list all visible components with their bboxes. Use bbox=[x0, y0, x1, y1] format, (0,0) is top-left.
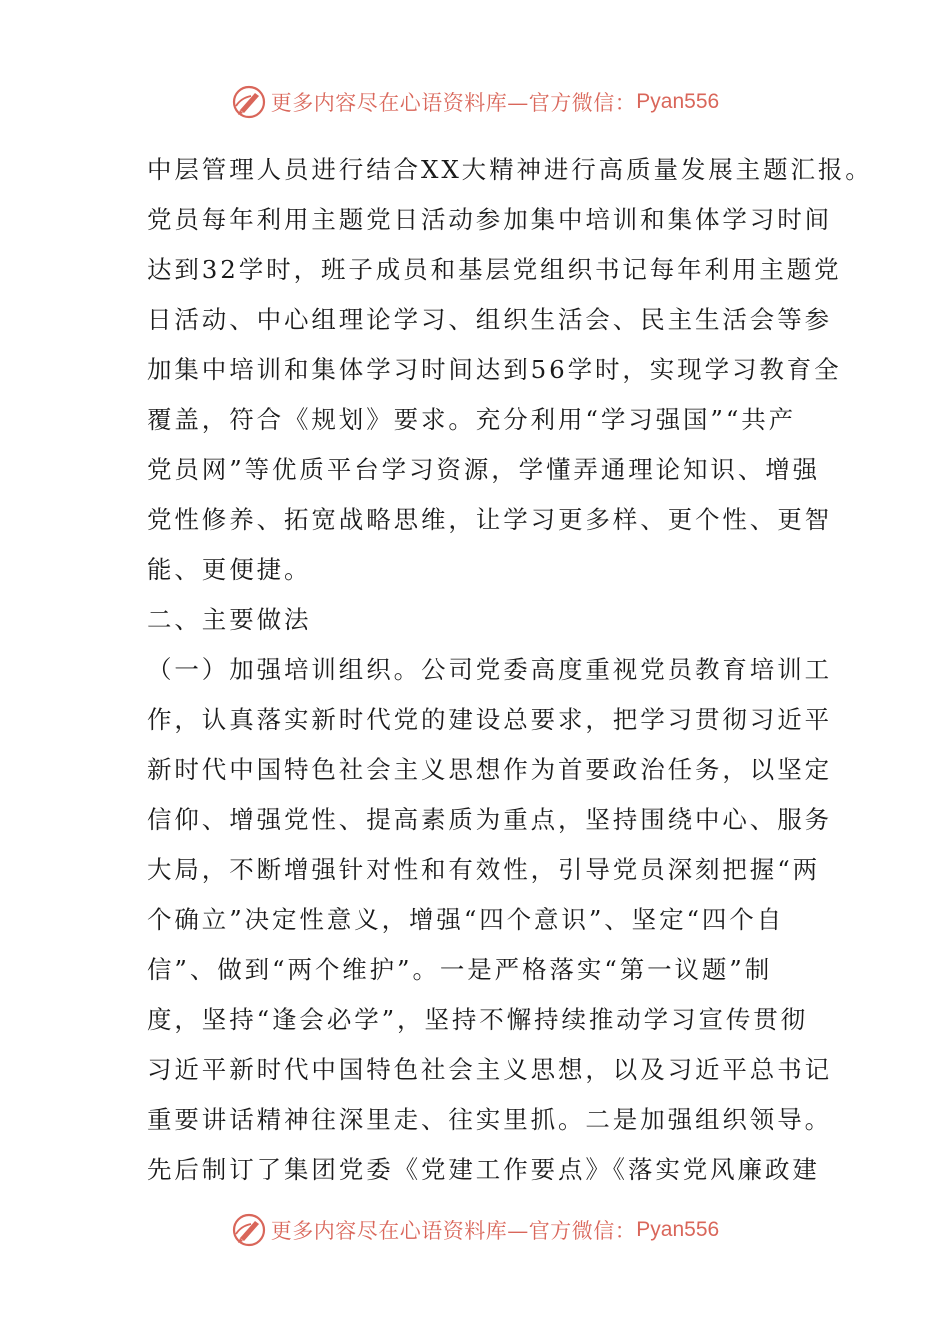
text-line: 日活动、中心组理论学习、组织生活会、民主生活会等参 bbox=[147, 305, 832, 334]
text-line: 先后制订了集团党委《党建工作要点》《落实党风廉政建 bbox=[147, 1155, 820, 1184]
text-line: 个确立”决定性意义，增强“四个意识”、坚定“四个自 bbox=[147, 905, 785, 934]
section-heading: 二、主要做法 bbox=[147, 605, 312, 634]
pen-logo-icon bbox=[231, 1212, 267, 1248]
text-line: 大局，不断增强针对性和有效性，引导党员深刻把握“两 bbox=[147, 855, 821, 884]
text-line: 党性修养、拓宽战略思维，让学习更多样、更个性、更智 bbox=[147, 505, 832, 534]
text-line: 习近平新时代中国特色社会主义思想，以及习近平总书记 bbox=[147, 1055, 832, 1084]
watermark-text: 更多内容尽在心语资料库—官方微信： bbox=[270, 91, 637, 115]
text-line: 信”、做到“两个维护”。一是严格落实“第一议题”制 bbox=[147, 955, 773, 984]
header-watermark-banner bbox=[0, 80, 950, 124]
text-line: 加集中培训和集体学习时间达到56学时，实现学习教育全 bbox=[147, 355, 842, 384]
watermark-text: 更多内容尽在心语资料库—官方微信： bbox=[270, 1219, 637, 1243]
text-line: 作，认真落实新时代党的建设总要求，把学习贯彻习近平 bbox=[147, 705, 832, 734]
wechat-id: Pyan556 bbox=[636, 1218, 720, 1241]
text-line: 新时代中国特色社会主义思想作为首要政治任务，以坚定 bbox=[147, 755, 832, 784]
wechat-id: Pyan556 bbox=[636, 90, 720, 113]
text-line: 达到32学时，班子成员和基层党组织书记每年利用主题党 bbox=[147, 255, 842, 284]
text-line: 覆盖，符合《规划》要求。充分利用“学习强国”“共产 bbox=[147, 405, 797, 434]
document-body bbox=[147, 145, 873, 1195]
text-line: 重要讲话精神往深里走、往实里抓。二是加强组织领导。 bbox=[147, 1105, 832, 1134]
text-line: 党员网”等优质平台学习资源，学懂弄通理论知识、增强 bbox=[147, 455, 821, 484]
footer-watermark-banner bbox=[0, 1208, 950, 1252]
text-line: 中层管理人员进行结合XX大精神进行高质量发展主题汇报。 bbox=[147, 155, 873, 184]
text-line: 能、更便捷。 bbox=[147, 555, 312, 584]
text-line: 党员每年利用主题党日活动参加集中培训和集体学习时间 bbox=[147, 205, 832, 234]
text-line: （一）加强培训组织。公司党委高度重视党员教育培训工 bbox=[147, 655, 832, 684]
text-line: 度，坚持“逢会必学”，坚持不懈持续推动学习宣传贯彻 bbox=[147, 1005, 809, 1034]
text-line: 信仰、增强党性、提高素质为重点，坚持围绕中心、服务 bbox=[147, 805, 832, 834]
pen-logo-icon bbox=[231, 84, 267, 120]
